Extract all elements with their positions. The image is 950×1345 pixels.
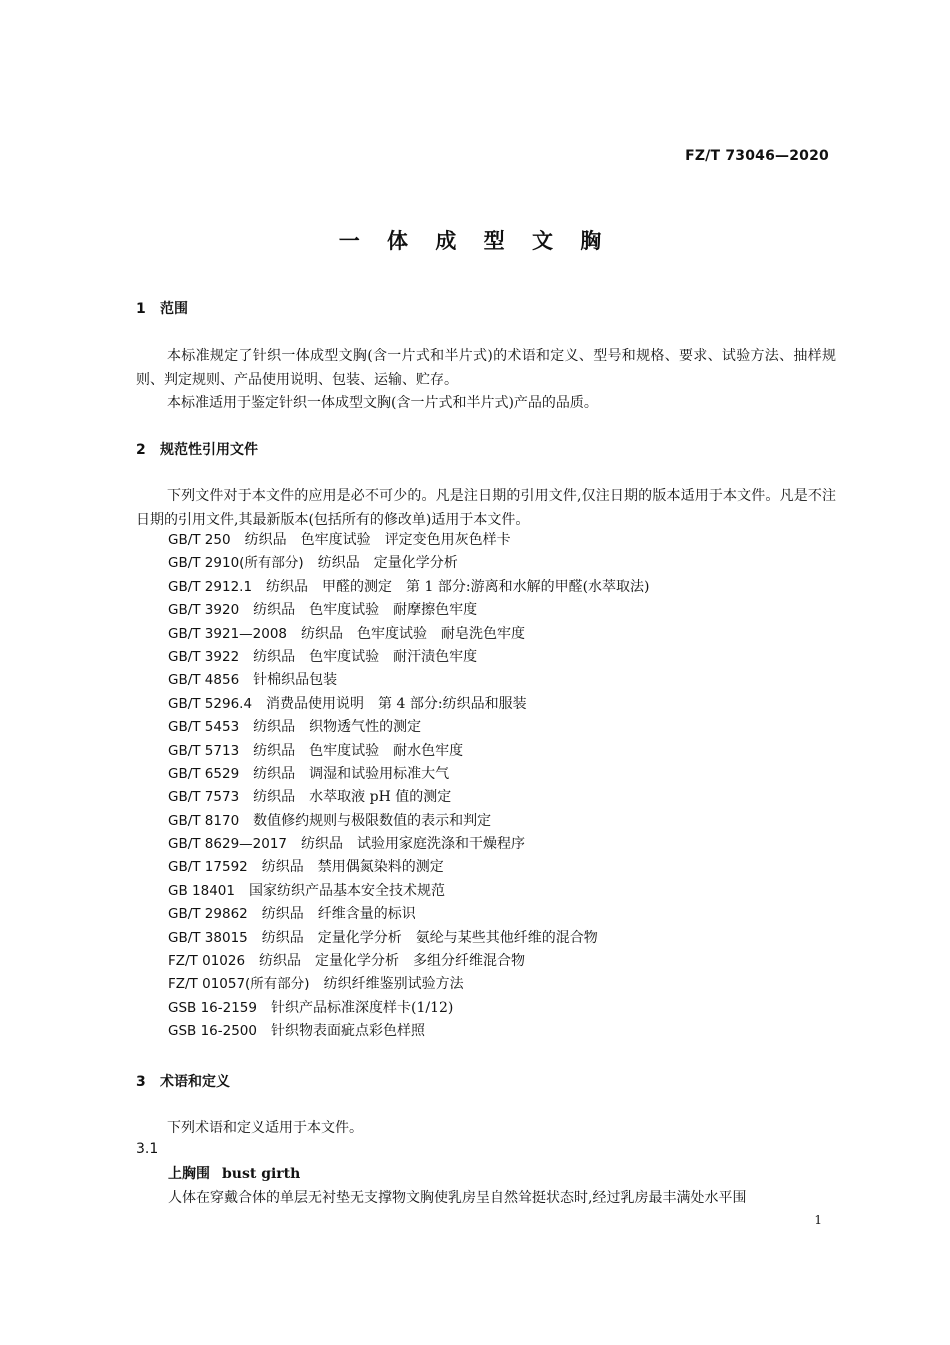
standard-number: FZ/T 73046—2020 bbox=[685, 148, 829, 164]
section-2-heading bbox=[136, 439, 258, 459]
reference-code: GB/T 5453 bbox=[168, 719, 240, 736]
reference-title: 针棉织品包装 bbox=[253, 672, 338, 689]
reference-item bbox=[168, 810, 650, 833]
reference-item bbox=[168, 740, 650, 763]
reference-code: GB/T 3920 bbox=[168, 602, 240, 619]
section-3-intro: 下列术语和定义适用于本文件。 bbox=[167, 1120, 363, 1136]
reference-title: 纺织品 色牢度试验 耐皂洗色牢度 bbox=[301, 625, 526, 642]
reference-item bbox=[168, 856, 650, 879]
reference-code: FZ/T 01057(所有部分) bbox=[168, 976, 310, 993]
reference-title: 纺织品 色牢度试验 耐摩擦色牢度 bbox=[253, 602, 478, 619]
reference-code: GB/T 17592 bbox=[168, 859, 248, 876]
reference-code: GB/T 5713 bbox=[168, 742, 240, 759]
term-definition: 人体在穿戴合体的单层无衬垫无支撑物文胸使乳房呈自然耸挺状态时,经过乳房最丰满处水平围 bbox=[168, 1190, 747, 1206]
reference-item bbox=[168, 669, 650, 692]
reference-title: 数值修约规则与极限数值的表示和判定 bbox=[253, 812, 492, 829]
reference-item bbox=[168, 529, 650, 552]
reference-code: GB/T 8170 bbox=[168, 812, 240, 829]
reference-code: FZ/T 01026 bbox=[168, 953, 246, 970]
reference-title: 纺织品 水萃取液 pH 值的测定 bbox=[253, 789, 452, 806]
page-number: 1 bbox=[814, 1213, 822, 1227]
reference-item bbox=[168, 716, 650, 739]
reference-code: GB 18401 bbox=[168, 882, 235, 899]
reference-code: GB/T 250 bbox=[168, 532, 231, 548]
reference-item bbox=[168, 576, 650, 599]
reference-code: GB/T 2910(所有部分) bbox=[168, 555, 304, 572]
section-1-number: 1 bbox=[136, 301, 146, 317]
term-english: bust girth bbox=[222, 1166, 301, 1182]
section-1-paragraph-2: 本标准适用于鉴定针织一体成型文胸(含一片式和半片式)产品的品质。 bbox=[167, 395, 598, 411]
reference-item bbox=[168, 623, 650, 646]
document-title: 一 体 成 型 文 胸 bbox=[338, 229, 612, 253]
term-chinese: 上胸围 bbox=[168, 1166, 210, 1182]
reference-item bbox=[168, 833, 650, 856]
section-2-number: 2 bbox=[136, 442, 146, 458]
reference-title: 纺织品 甲醛的测定 第 1 部分:游离和水解的甲醛(水萃取法) bbox=[266, 578, 650, 595]
reference-title: 纺织品 定量化学分析 多组分纤维混合物 bbox=[259, 953, 526, 970]
term bbox=[168, 1163, 300, 1183]
section-1-title: 范围 bbox=[160, 301, 188, 317]
reference-title: 针织产品标准深度样卡(1/12) bbox=[271, 999, 454, 1016]
reference-code: GB/T 38015 bbox=[168, 929, 248, 946]
reference-code: GB/T 2912.1 bbox=[168, 578, 253, 595]
section-3-title: 术语和定义 bbox=[160, 1074, 230, 1090]
reference-item bbox=[168, 646, 650, 669]
reference-title: 纺织品 禁用偶氮染料的测定 bbox=[261, 859, 444, 876]
reference-item bbox=[168, 880, 650, 903]
section-3-number: 3 bbox=[136, 1074, 146, 1090]
reference-title: 纺织品 调湿和试验用标准大气 bbox=[253, 765, 450, 782]
reference-title: 纺织品 色牢度试验 耐水色牢度 bbox=[253, 742, 464, 759]
reference-code: GB/T 4856 bbox=[168, 672, 240, 689]
reference-code: GB/T 3922 bbox=[168, 648, 240, 665]
reference-code: GB/T 8629—2017 bbox=[168, 836, 288, 853]
reference-code: GSB 16-2159 bbox=[168, 999, 257, 1016]
normative-references-list bbox=[168, 529, 650, 1044]
reference-title: 针织物表面疵点彩色样照 bbox=[271, 1023, 425, 1040]
reference-title: 纺织品 色牢度试验 耐汗渍色牢度 bbox=[253, 648, 478, 665]
reference-title: 纺织品 试验用家庭洗涤和干燥程序 bbox=[301, 836, 526, 853]
reference-item bbox=[168, 599, 650, 622]
reference-item bbox=[168, 950, 650, 973]
reference-title: 纺织纤维鉴别试验方法 bbox=[323, 976, 464, 993]
reference-code: GB/T 3921—2008 bbox=[168, 625, 288, 642]
reference-title: 国家纺织产品基本安全技术规范 bbox=[248, 882, 445, 899]
reference-item bbox=[168, 903, 650, 926]
reference-item bbox=[168, 973, 650, 996]
reference-item bbox=[168, 693, 650, 716]
reference-item bbox=[168, 552, 650, 575]
reference-title: 纺织品 定量化学分析 bbox=[317, 555, 458, 572]
clause-number: 3.1 bbox=[136, 1141, 159, 1157]
reference-code: GSB 16-2500 bbox=[168, 1023, 257, 1040]
reference-item bbox=[168, 763, 650, 786]
reference-title: 纺织品 色牢度试验 评定变色用灰色样卡 bbox=[244, 532, 511, 548]
section-2-title: 规范性引用文件 bbox=[160, 442, 258, 458]
reference-title: 纺织品 定量化学分析 氨纶与某些其他纤维的混合物 bbox=[261, 929, 598, 946]
reference-item bbox=[168, 997, 650, 1020]
reference-item bbox=[168, 927, 650, 950]
reference-title: 纺织品 纤维含量的标识 bbox=[261, 906, 416, 923]
reference-code: GB/T 7573 bbox=[168, 789, 240, 806]
reference-item bbox=[168, 786, 650, 809]
section-1-heading bbox=[136, 298, 188, 318]
section-1-paragraph-1: 本标准规定了针织一体成型文胸(含一片式和半片式)的术语和定义、型号和规格、要求、试验方法、抽样规则、判定规则、产品使用说明、包装、运输、贮存。 bbox=[136, 348, 836, 388]
reference-title: 消费品使用说明 第 4 部分:纺织品和服装 bbox=[266, 695, 527, 712]
reference-title: 纺织品 织物透气性的测定 bbox=[253, 719, 422, 736]
section-2-intro: 下列文件对于本文件的应用是必不可少的。凡是注日期的引用文件,仅注日期的版本适用于本文件。凡是不注日期的引用文件,其最新版本(包括所有的修改单)适用于本文件。 bbox=[136, 488, 836, 528]
reference-code: GB/T 29862 bbox=[168, 906, 248, 923]
reference-code: GB/T 5296.4 bbox=[168, 695, 253, 712]
reference-code: GB/T 6529 bbox=[168, 765, 240, 782]
section-3-heading bbox=[136, 1071, 230, 1091]
reference-item bbox=[168, 1020, 650, 1043]
